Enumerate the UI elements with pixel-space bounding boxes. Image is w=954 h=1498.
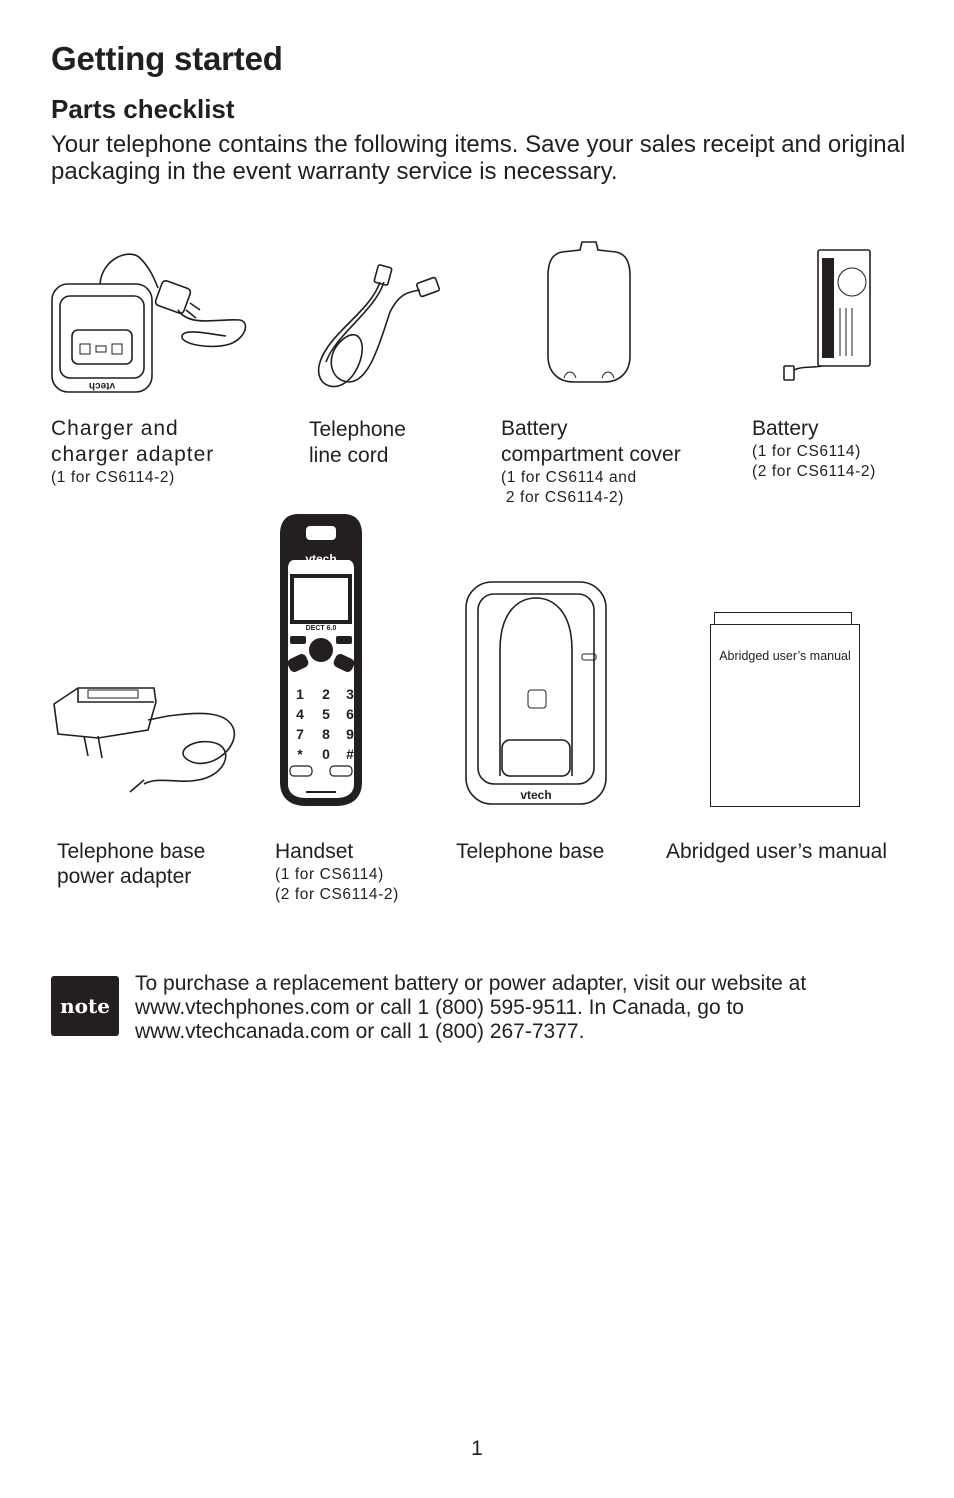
item-line-cord: Telephone line cord bbox=[309, 418, 406, 467]
handset-illustration bbox=[276, 512, 366, 808]
charger-brand: vtech bbox=[88, 380, 116, 391]
dect-logo: DECT 6.0 bbox=[305, 625, 337, 632]
svg-text:7: 7 bbox=[296, 726, 304, 742]
svg-text:9: 9 bbox=[346, 726, 354, 742]
item-telephone-base: Telephone base bbox=[456, 840, 605, 863]
charger-illustration bbox=[50, 248, 250, 396]
battery-cover-illustration bbox=[544, 236, 634, 386]
item-manual: Abridged user’s manual bbox=[666, 840, 888, 863]
svg-text:4: 4 bbox=[296, 706, 304, 722]
item-handset: Handset (1 for CS6114) (2 for CS6114-2) bbox=[275, 840, 399, 903]
svg-text:8: 8 bbox=[322, 726, 330, 742]
svg-text:2: 2 bbox=[322, 686, 330, 702]
svg-text:1: 1 bbox=[296, 686, 304, 702]
page-title: Getting started bbox=[51, 40, 283, 77]
svg-text:0: 0 bbox=[322, 746, 330, 762]
note-badge: note bbox=[51, 976, 119, 1036]
svg-text:3: 3 bbox=[346, 686, 354, 702]
handset-brand: vtech bbox=[305, 552, 337, 566]
base-power-adapter-illustration bbox=[48, 680, 240, 796]
note-text: To purchase a replacement battery or power adapter, visit our website at www.vtechphones.com or call 1 (800) 595-9511. In Canada, go to www.vtechcanada.com or call 1 (800) 267-7377. bbox=[135, 972, 807, 1043]
telephone-base-illustration bbox=[464, 580, 608, 808]
battery-illustration bbox=[782, 248, 874, 384]
svg-text:5: 5 bbox=[322, 706, 330, 722]
manual-cover-label: Abridged user’s manual bbox=[719, 649, 851, 663]
base-brand: vtech bbox=[520, 788, 552, 802]
item-base-power-adapter: Telephone base power adapter bbox=[57, 840, 206, 888]
line-cord-illustration bbox=[310, 262, 445, 402]
svg-text:6: 6 bbox=[346, 706, 354, 722]
svg-text:*: * bbox=[297, 746, 303, 762]
item-charger: Charger and charger adapter (1 for CS6114-2) bbox=[51, 417, 215, 486]
intro-paragraph: Your telephone contains the following items. Save your sales receipt and original packaging in the event warranty service is necessary. bbox=[51, 131, 906, 185]
svg-text:#: # bbox=[346, 746, 354, 762]
section-heading: Parts checklist bbox=[51, 94, 235, 124]
item-battery: Battery (1 for CS6114) (2 for CS6114-2) bbox=[752, 417, 876, 480]
page-number: 1 bbox=[471, 1437, 483, 1460]
item-battery-cover: Battery compartment cover (1 for CS6114 and 2 for CS6114-2) bbox=[501, 417, 681, 506]
